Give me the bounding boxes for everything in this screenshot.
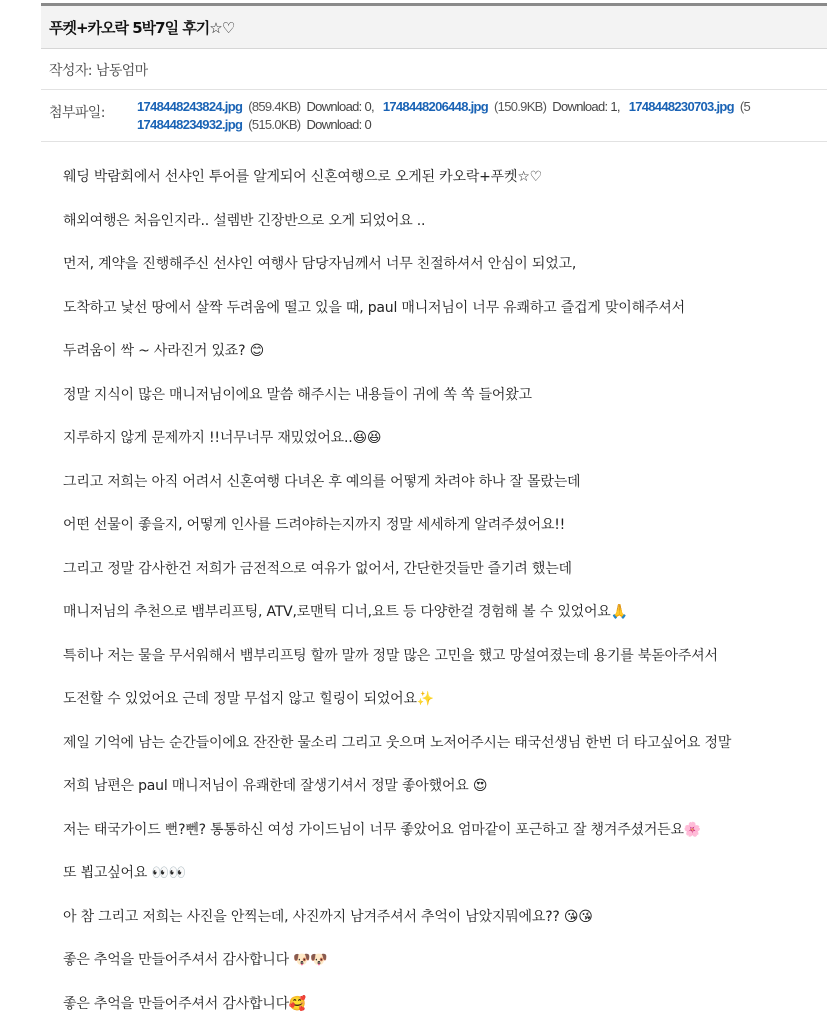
body-paragraph: 웨딩 박람회에서 선샤인 투어를 알게되어 신혼여행으로 오게된 카오락+푸켓☆♡ xyxy=(63,169,543,185)
body-paragraph: 좋은 추억을 만들어주셔서 감사합니다🥰 xyxy=(63,996,307,1012)
attachments-line xyxy=(137,116,827,134)
body-paragraph: 좋은 추억을 만들어주셔서 감사합니다 🐶🐶 xyxy=(63,952,328,968)
body-paragraph: 제일 기억에 남는 순간들이에요 잔잔한 물소리 그리고 웃으며 노저어주시는 태국선생님 한번 더 타고싶어요 정말 xyxy=(63,735,732,751)
post-title-bar xyxy=(41,6,827,49)
attachment-link[interactable]: 1748448206448.jpg xyxy=(382,99,489,114)
body-paragraph: 지루하지 않게 문제까지 !!너무너무 재밌었어요..😆😆 xyxy=(63,430,382,446)
attachment-size: (150.9KB) xyxy=(494,99,547,114)
body-paragraph: 아 참 그리고 저희는 사진을 안찍는데, 사진까지 남겨주셔서 추억이 남았지뭐에요?? 😘😘 xyxy=(63,909,593,925)
attachment-downloads: Download: 1, xyxy=(552,99,620,114)
body-paragraph: 도착하고 낯선 땅에서 살짝 두려움에 떨고 있을 때, paul 매니저님이 너무 유쾌하고 즐겁게 맞이해주셔서 xyxy=(63,300,685,316)
author-name: 남동엄마 xyxy=(95,62,148,79)
attachments-label: 첨부파일: xyxy=(49,105,105,121)
attachments-row xyxy=(41,90,827,142)
attachment-link[interactable]: 1748448234932.jpg xyxy=(137,117,243,132)
attachment-size: (5 xyxy=(739,99,751,114)
attachment-size: (859.4KB) xyxy=(248,99,301,114)
attachments-line xyxy=(137,98,827,116)
body-paragraph: 특히나 저는 물을 무서워해서 뱀부리프팅 할까 말까 정말 많은 고민을 했고 망설여졌는데 용기를 북돋아주셔서 xyxy=(63,648,718,664)
post-title: 푸켓+카오락 5박7일 후기☆♡ xyxy=(49,18,235,37)
body-paragraph: 도전할 수 있었어요 근데 정말 무섭지 않고 힐링이 되었어요✨ xyxy=(63,691,435,707)
attachment-link[interactable]: 1748448243824.jpg xyxy=(137,99,243,114)
attachment-downloads: Download: 0 xyxy=(306,117,372,132)
attachment-downloads: Download: 0, xyxy=(306,99,374,114)
body-paragraph: 먼저, 계약을 진행해주신 선샤인 여행사 담당자님께서 너무 친절하셔서 안심이 되었고, xyxy=(63,256,577,272)
body-paragraph: 정말 지식이 많은 매니저님이에요 말씀 해주시는 내용들이 귀에 쏙 쏙 들어왔고 xyxy=(63,387,532,403)
author-label: 작성자: xyxy=(49,62,92,79)
body-paragraph: 어떤 선물이 좋을지, 어떻게 인사를 드려야하는지까지 정말 세세하게 알려주셨어요!! xyxy=(63,517,566,533)
attachment-link[interactable]: 1748448230703.jpg xyxy=(628,99,734,114)
body-paragraph: 또 뵙고싶어요 👀👀 xyxy=(63,865,186,881)
body-paragraph: 저는 태국가이드 뻔?뻰? 통통하신 여성 가이드님이 너무 좋았어요 엄마같이 포근하고 잘 챙겨주셨거든요🌸 xyxy=(63,822,702,838)
body-paragraph: 해외여행은 처음인지라.. 설렘반 긴장반으로 오게 되었어요 .. xyxy=(63,213,426,229)
author-row xyxy=(41,50,827,90)
body-paragraph: 그리고 저희는 아직 어려서 신혼여행 다녀온 후 예의를 어떻게 차려야 하나 잘 몰랐는데 xyxy=(63,474,581,490)
body-paragraph: 저희 남편은 paul 매니저님이 유쾌한데 잘생기셔서 정말 좋아했어요 😍 xyxy=(63,778,488,794)
body-paragraph: 두려움이 싹 ~ 사라진거 있죠? 😊 xyxy=(63,343,264,359)
body-paragraph: 매니저님의 추천으로 뱀부리프팅, ATV,로맨틱 디너,요트 등 다양한걸 경험해 볼 수 있었어요🙏 xyxy=(63,604,628,620)
attachments-list xyxy=(137,98,827,134)
post-body xyxy=(41,142,827,1024)
body-paragraph: 그리고 정말 감사한건 저희가 금전적으로 여유가 없어서, 간단한것들만 즐기려 했는데 xyxy=(63,561,572,577)
attachment-size: (515.0KB) xyxy=(248,117,301,132)
